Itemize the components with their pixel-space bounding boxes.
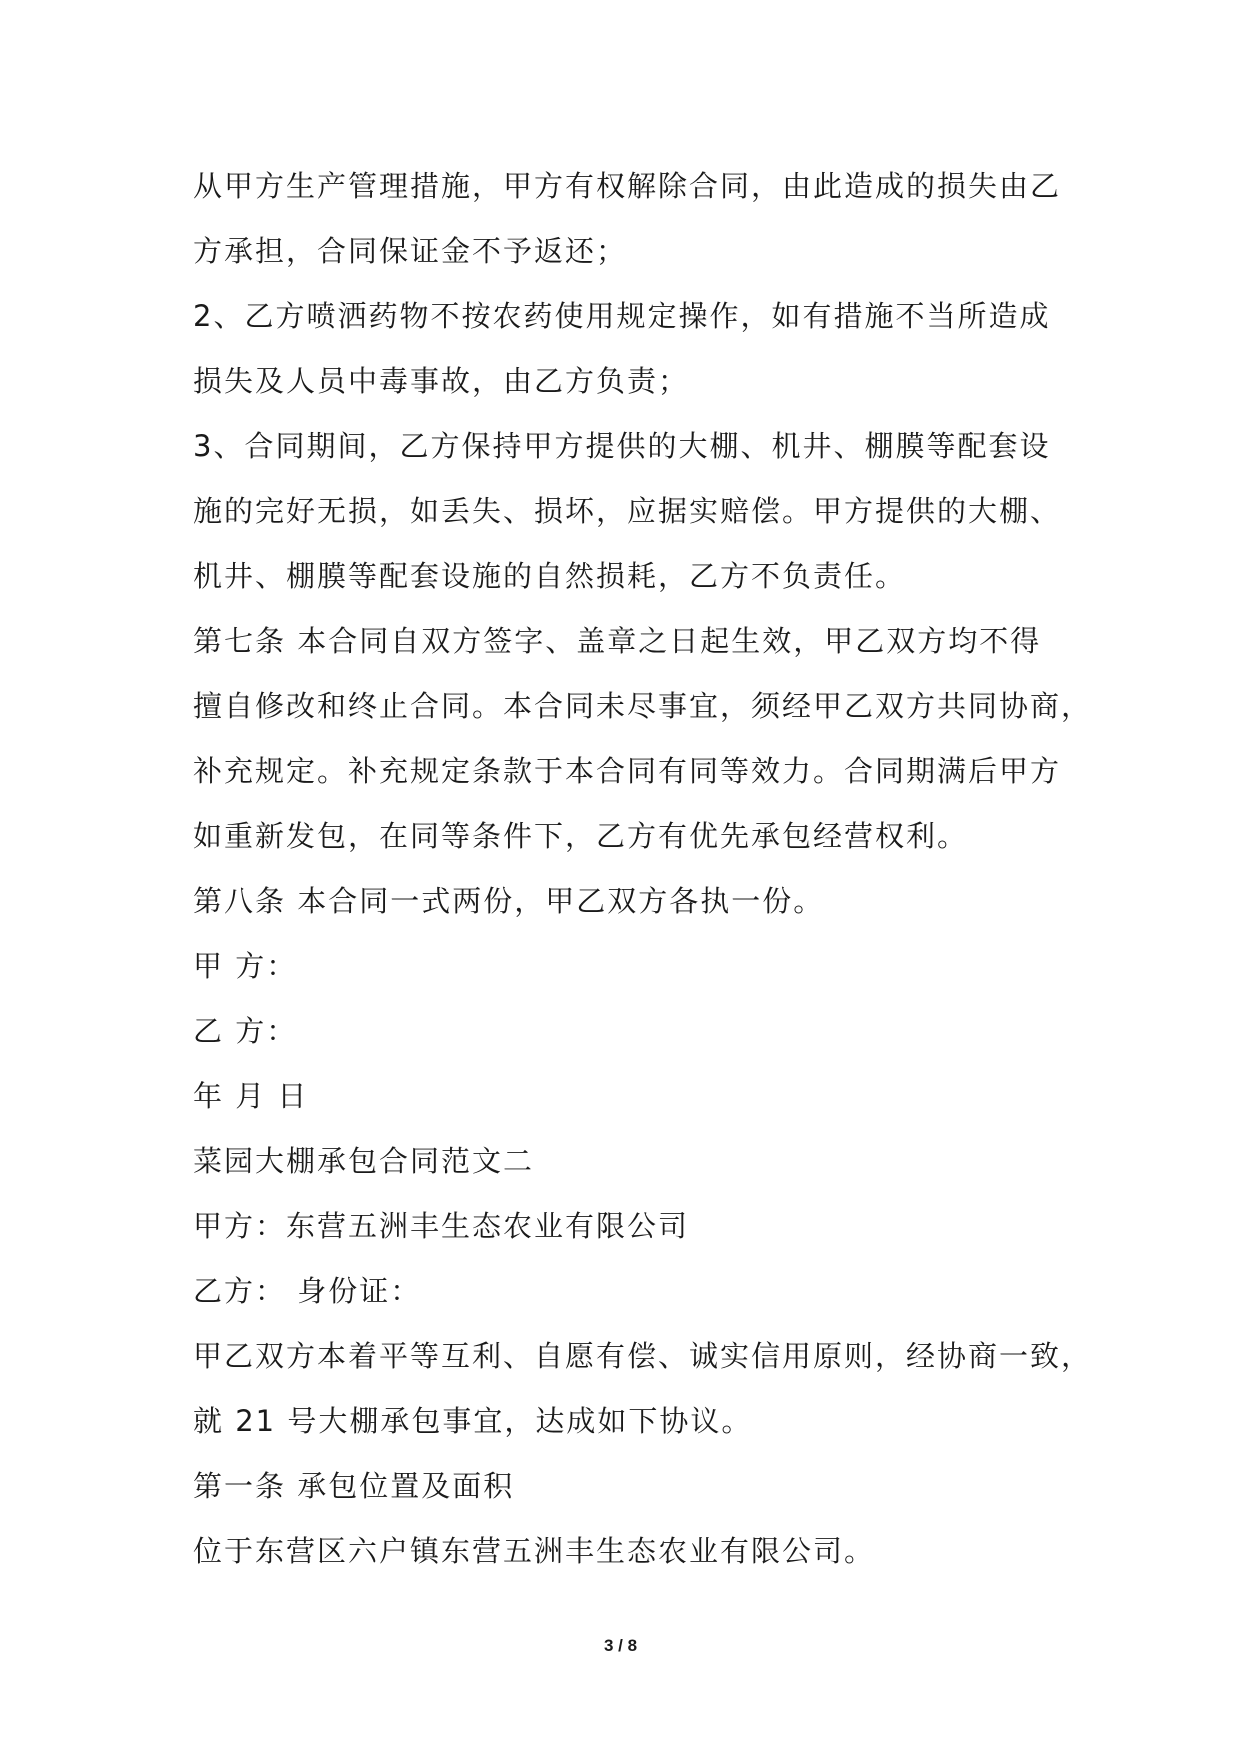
text-line: 3、合同期间，乙方保持甲方提供的大棚、机井、棚膜等配套设	[193, 429, 1051, 463]
text-line: 机井、棚膜等配套设施的自然损耗，乙方不负责任。	[193, 559, 907, 593]
text-line: 擅自修改和终止合同。本合同未尽事宜，须经甲乙双方共同协商，	[193, 689, 1093, 723]
text-line: 方承担，合同保证金不予返还；	[193, 234, 628, 268]
text-line: 如重新发包，在同等条件下，乙方有优先承包经营权利。	[193, 819, 969, 853]
text-line: 第一条 承包位置及面积	[193, 1469, 515, 1503]
text-line: 第八条 本合同一式两份，甲乙双方各执一份。	[193, 884, 825, 918]
text-line: 2、乙方喷洒药物不按农药使用规定操作，如有措施不当所造成	[193, 299, 1051, 333]
text-line: 补充规定。补充规定条款于本合同有同等效力。合同期满后甲方	[193, 754, 1062, 788]
text-line: 甲方：东营五洲丰生态农业有限公司	[193, 1209, 690, 1243]
text-line: 第七条 本合同自双方签字、盖章之日起生效，甲乙双方均不得	[193, 624, 1042, 658]
text-line: 甲乙双方本着平等互利、自愿有偿、诚实信用原则，经协商一致，	[193, 1339, 1093, 1373]
text-line: 乙 方：	[193, 1014, 298, 1048]
text-line: 菜园大棚承包合同范文二	[193, 1144, 535, 1178]
text-line: 就 21 号大棚承包事宜，达成如下协议。	[193, 1404, 753, 1438]
page-number: 3 / 8	[603, 1636, 638, 1655]
text-line: 年 月 日	[193, 1079, 309, 1113]
text-line: 从甲方生产管理措施，甲方有权解除合同，由此造成的损失由乙	[193, 169, 1062, 203]
text-line: 甲 方：	[193, 949, 298, 983]
text-line: 乙方： 身份证：	[193, 1274, 422, 1308]
document-body	[193, 154, 1093, 1584]
text-line: 损失及人员中毒事故，由乙方负责；	[193, 364, 690, 398]
text-line: 施的完好无损，如丢失、损坏，应据实赔偿。甲方提供的大棚、	[193, 494, 1062, 528]
text-line: 位于东营区六户镇东营五洲丰生态农业有限公司。	[193, 1534, 876, 1568]
